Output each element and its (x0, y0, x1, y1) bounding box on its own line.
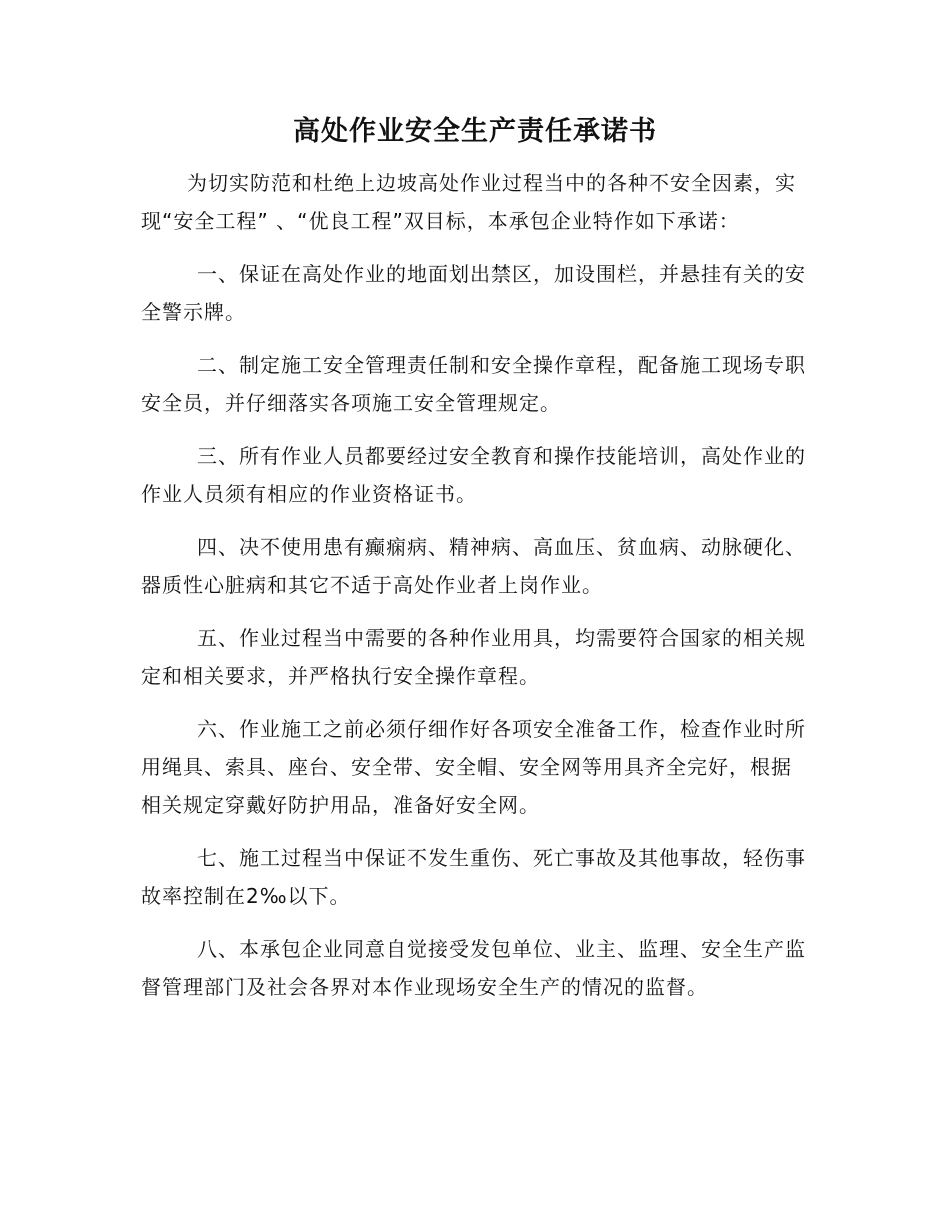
commitment-item-5: 五、作业过程当中需要的各种作业用具，均需要符合国家的相关规定和相关要求，并严格执行安全操作章程。 (141, 626, 806, 688)
document-title: 高处作业安全生产责任承诺书 (293, 116, 657, 147)
commitment-item-1: 一、保证在高处作业的地面划出禁区，加设围栏，并悬挂有关的安全警示牌。 (141, 262, 806, 324)
commitment-item-3: 三、所有作业人员都要经过安全教育和操作技能培训，高处作业的作业人员须有相应的作业资格证书。 (141, 444, 806, 506)
commitment-item-2: 二、制定施工安全管理责任制和安全操作章程，配备施工现场专职安全员，并仔细落实各项施工安全管理规定。 (141, 353, 806, 415)
document-body (141, 164, 807, 1021)
commitment-item-7: 七、施工过程当中保证不发生重伤、死亡事故及其他事故，轻伤事故率控制在2‰以下。 (141, 846, 806, 908)
commitment-item-8: 八、本承包企业同意自觉接受发包单位、业主、监理、安全生产监督管理部门及社会各界对本作业现场安全生产的情况的监督。 (141, 937, 806, 999)
commitment-item-4: 四、决不使用患有癫痫病、精神病、高血压、贫血病、动脉硬化、器质性心脏病和其它不适于高处作业者上岗作业。 (141, 535, 806, 597)
commitment-item-6: 六、作业施工之前必须仔细作好各项安全准备工作，检查作业时所用绳具、索具、座台、安全带、安全帽、安全网等用具齐全完好，根据相关规定穿戴好防护用品，准备好安全网。 (141, 717, 806, 817)
intro-paragraph: 为切实防范和杜绝上边坡高处作业过程当中的各种不安全因素，实现“安全工程” 、“优良工程”双目标，本承包企业特作如下承诺： (141, 171, 796, 233)
